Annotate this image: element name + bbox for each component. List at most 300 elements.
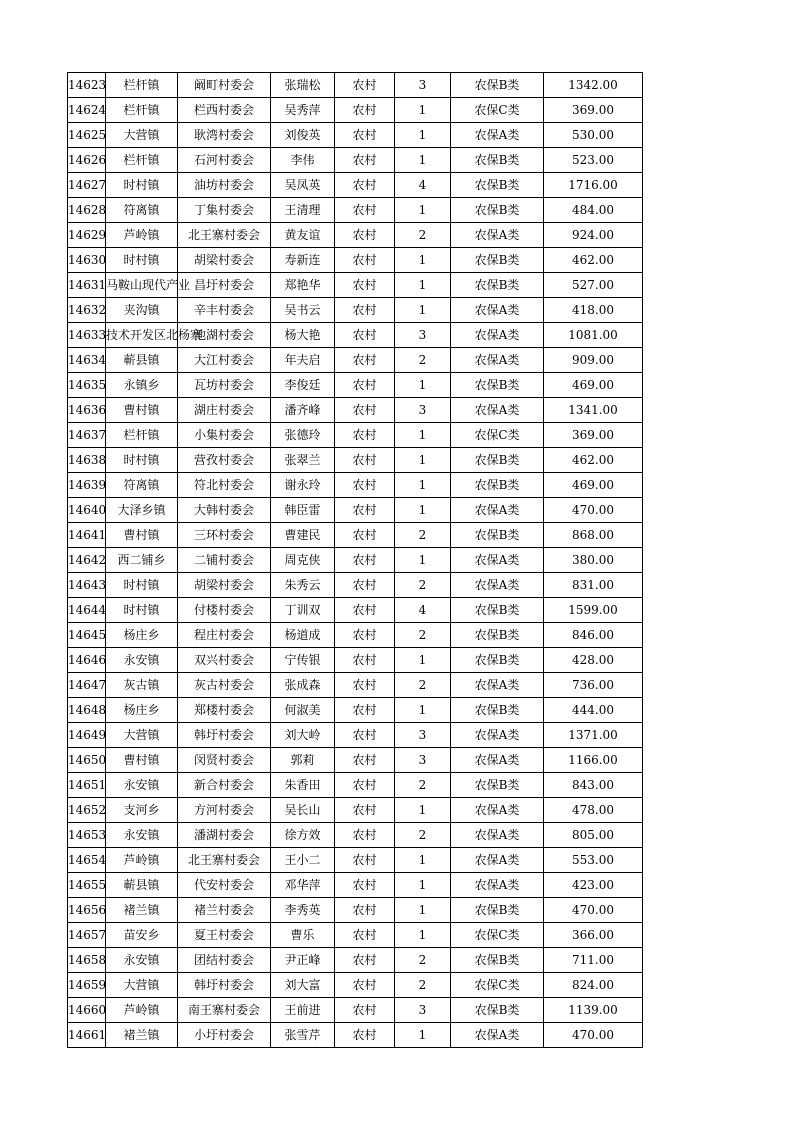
cell-person-name: 杨道成 <box>271 623 335 648</box>
relief-roster-table <box>67 72 643 1048</box>
cell-household-type: 农村 <box>335 648 395 673</box>
cell-person-name: 杨大艳 <box>271 323 335 348</box>
cell-insurance-class: 农保B类 <box>451 623 544 648</box>
cell-insurance-class: 农保B类 <box>451 948 544 973</box>
cell-amount: 1139.00 <box>544 998 643 1023</box>
cell-amount: 444.00 <box>544 698 643 723</box>
cell-village-committee: 代安村委会 <box>178 873 271 898</box>
cell-family-size: 1 <box>395 498 451 523</box>
cell-village-committee: 三环村委会 <box>178 523 271 548</box>
cell-insurance-class: 农保A类 <box>451 573 544 598</box>
cell-town: 灰古镇 <box>106 673 178 698</box>
cell-amount: 553.00 <box>544 848 643 873</box>
table-row <box>68 223 643 248</box>
cell-town: 大营镇 <box>106 123 178 148</box>
cell-village-committee: 团结村委会 <box>178 948 271 973</box>
cell-family-size: 1 <box>395 873 451 898</box>
cell-village-committee: 辛丰村委会 <box>178 298 271 323</box>
cell-person-name: 刘大富 <box>271 973 335 998</box>
cell-person-name: 吴长山 <box>271 798 335 823</box>
cell-household-type: 农村 <box>335 523 395 548</box>
cell-insurance-class: 农保B类 <box>451 273 544 298</box>
cell-town: 曹村镇 <box>106 523 178 548</box>
cell-insurance-class: 农保A类 <box>451 548 544 573</box>
cell-person-name: 宁传银 <box>271 648 335 673</box>
cell-household-type: 农村 <box>335 498 395 523</box>
cell-village-committee: 新合村委会 <box>178 773 271 798</box>
cell-insurance-class: 农保A类 <box>451 398 544 423</box>
cell-record-id: 14647 <box>68 673 106 698</box>
cell-town: 栏杆镇 <box>106 98 178 123</box>
cell-family-size: 1 <box>395 848 451 873</box>
cell-village-committee: 胡梁村委会 <box>178 248 271 273</box>
table-row <box>68 598 643 623</box>
cell-record-id: 14637 <box>68 423 106 448</box>
cell-amount: 909.00 <box>544 348 643 373</box>
cell-family-size: 1 <box>395 298 451 323</box>
cell-insurance-class: 农保C类 <box>451 973 544 998</box>
cell-town: 马鞍山现代产业 <box>106 273 178 298</box>
cell-record-id: 14626 <box>68 148 106 173</box>
cell-household-type: 农村 <box>335 723 395 748</box>
cell-town: 杨庄乡 <box>106 698 178 723</box>
cell-family-size: 1 <box>395 148 451 173</box>
cell-village-committee: 营孜村委会 <box>178 448 271 473</box>
cell-person-name: 李秀英 <box>271 898 335 923</box>
cell-family-size: 1 <box>395 98 451 123</box>
table-row <box>68 423 643 448</box>
cell-household-type: 农村 <box>335 73 395 98</box>
cell-insurance-class: 农保B类 <box>451 898 544 923</box>
cell-village-committee: 大韩村委会 <box>178 498 271 523</box>
cell-person-name: 张翠兰 <box>271 448 335 473</box>
cell-amount: 805.00 <box>544 823 643 848</box>
cell-insurance-class: 农保A类 <box>451 323 544 348</box>
cell-amount: 469.00 <box>544 373 643 398</box>
cell-town: 时村镇 <box>106 573 178 598</box>
cell-family-size: 1 <box>395 898 451 923</box>
cell-record-id: 14627 <box>68 173 106 198</box>
cell-record-id: 14648 <box>68 698 106 723</box>
table-row <box>68 673 643 698</box>
cell-town: 永安镇 <box>106 823 178 848</box>
cell-insurance-class: 农保A类 <box>451 498 544 523</box>
cell-amount: 478.00 <box>544 798 643 823</box>
cell-person-name: 韩臣雷 <box>271 498 335 523</box>
cell-household-type: 农村 <box>335 998 395 1023</box>
cell-town: 支河乡 <box>106 798 178 823</box>
cell-insurance-class: 农保A类 <box>451 823 544 848</box>
cell-person-name: 邓华萍 <box>271 873 335 898</box>
cell-person-name: 朱秀云 <box>271 573 335 598</box>
cell-insurance-class: 农保A类 <box>451 123 544 148</box>
cell-village-committee: 胡梁村委会 <box>178 573 271 598</box>
cell-village-committee: 韩圩村委会 <box>178 973 271 998</box>
cell-town: 时村镇 <box>106 248 178 273</box>
cell-family-size: 1 <box>395 798 451 823</box>
cell-person-name: 朱香田 <box>271 773 335 798</box>
cell-amount: 846.00 <box>544 623 643 648</box>
cell-family-size: 3 <box>395 323 451 348</box>
table-row <box>68 998 643 1023</box>
cell-insurance-class: 农保A类 <box>451 723 544 748</box>
cell-insurance-class: 农保B类 <box>451 198 544 223</box>
cell-record-id: 14660 <box>68 998 106 1023</box>
cell-person-name: 郑艳华 <box>271 273 335 298</box>
cell-village-committee: 付楼村委会 <box>178 598 271 623</box>
cell-record-id: 14642 <box>68 548 106 573</box>
cell-amount: 924.00 <box>544 223 643 248</box>
cell-household-type: 农村 <box>335 848 395 873</box>
table-row <box>68 898 643 923</box>
cell-person-name: 郭莉 <box>271 748 335 773</box>
cell-town: 时村镇 <box>106 448 178 473</box>
cell-village-committee: 闵贤村委会 <box>178 748 271 773</box>
cell-town: 蕲县镇 <box>106 873 178 898</box>
cell-amount: 380.00 <box>544 548 643 573</box>
cell-village-committee: 小集村委会 <box>178 423 271 448</box>
cell-record-id: 14652 <box>68 798 106 823</box>
cell-record-id: 14634 <box>68 348 106 373</box>
cell-amount: 1599.00 <box>544 598 643 623</box>
cell-insurance-class: 农保C类 <box>451 423 544 448</box>
cell-family-size: 1 <box>395 423 451 448</box>
cell-family-size: 3 <box>395 998 451 1023</box>
cell-person-name: 年夫启 <box>271 348 335 373</box>
cell-insurance-class: 农保B类 <box>451 448 544 473</box>
cell-household-type: 农村 <box>335 98 395 123</box>
cell-person-name: 吴凤英 <box>271 173 335 198</box>
cell-record-id: 14659 <box>68 973 106 998</box>
cell-person-name: 张成森 <box>271 673 335 698</box>
cell-family-size: 2 <box>395 523 451 548</box>
cell-household-type: 农村 <box>335 748 395 773</box>
cell-village-committee: 瓦坊村委会 <box>178 373 271 398</box>
cell-person-name: 李俊廷 <box>271 373 335 398</box>
cell-family-size: 3 <box>395 398 451 423</box>
cell-record-id: 14623 <box>68 73 106 98</box>
cell-amount: 470.00 <box>544 1023 643 1048</box>
cell-family-size: 1 <box>395 548 451 573</box>
cell-town: 永安镇 <box>106 773 178 798</box>
cell-family-size: 1 <box>395 448 451 473</box>
cell-insurance-class: 农保B类 <box>451 373 544 398</box>
cell-amount: 1342.00 <box>544 73 643 98</box>
cell-person-name: 曹乐 <box>271 923 335 948</box>
cell-family-size: 2 <box>395 773 451 798</box>
cell-town: 大营镇 <box>106 973 178 998</box>
cell-insurance-class: 农保C类 <box>451 98 544 123</box>
cell-person-name: 尹正峰 <box>271 948 335 973</box>
cell-household-type: 农村 <box>335 673 395 698</box>
cell-record-id: 14635 <box>68 373 106 398</box>
cell-town: 大泽乡镇 <box>106 498 178 523</box>
cell-town: 永镇乡 <box>106 373 178 398</box>
cell-record-id: 14650 <box>68 748 106 773</box>
cell-record-id: 14632 <box>68 298 106 323</box>
cell-insurance-class: 农保B类 <box>451 73 544 98</box>
cell-amount: 428.00 <box>544 648 643 673</box>
cell-insurance-class: 农保C类 <box>451 923 544 948</box>
cell-town: 符离镇 <box>106 473 178 498</box>
cell-person-name: 潘齐峰 <box>271 398 335 423</box>
cell-person-name: 曹建民 <box>271 523 335 548</box>
cell-amount: 831.00 <box>544 573 643 598</box>
cell-town: 杨庄乡 <box>106 623 178 648</box>
cell-household-type: 农村 <box>335 123 395 148</box>
cell-household-type: 农村 <box>335 148 395 173</box>
table-row <box>68 473 643 498</box>
table-row <box>68 548 643 573</box>
cell-town: 蕲县镇 <box>106 348 178 373</box>
table-row <box>68 973 643 998</box>
cell-household-type: 农村 <box>335 398 395 423</box>
cell-town: 时村镇 <box>106 173 178 198</box>
cell-household-type: 农村 <box>335 298 395 323</box>
cell-amount: 462.00 <box>544 448 643 473</box>
cell-family-size: 1 <box>395 473 451 498</box>
cell-family-size: 1 <box>395 923 451 948</box>
table-row <box>68 173 643 198</box>
cell-record-id: 14643 <box>68 573 106 598</box>
cell-person-name: 何淑美 <box>271 698 335 723</box>
cell-village-committee: 栏西村委会 <box>178 98 271 123</box>
cell-insurance-class: 农保A类 <box>451 298 544 323</box>
cell-town: 时村镇 <box>106 598 178 623</box>
cell-record-id: 14649 <box>68 723 106 748</box>
cell-insurance-class: 农保A类 <box>451 748 544 773</box>
cell-amount: 470.00 <box>544 898 643 923</box>
cell-amount: 523.00 <box>544 148 643 173</box>
cell-village-committee: 油坊村委会 <box>178 173 271 198</box>
table-row <box>68 748 643 773</box>
cell-family-size: 1 <box>395 123 451 148</box>
table-row <box>68 573 643 598</box>
cell-family-size: 2 <box>395 673 451 698</box>
cell-household-type: 农村 <box>335 823 395 848</box>
cell-family-size: 1 <box>395 198 451 223</box>
cell-village-committee: 灰古村委会 <box>178 673 271 698</box>
cell-family-size: 4 <box>395 598 451 623</box>
table-row <box>68 498 643 523</box>
cell-village-committee: 北王寨村委会 <box>178 223 271 248</box>
cell-household-type: 农村 <box>335 773 395 798</box>
cell-insurance-class: 农保B类 <box>451 473 544 498</box>
cell-household-type: 农村 <box>335 573 395 598</box>
cell-amount: 369.00 <box>544 423 643 448</box>
table-row <box>68 398 643 423</box>
cell-record-id: 14625 <box>68 123 106 148</box>
table-row <box>68 348 643 373</box>
cell-record-id: 14633 <box>68 323 106 348</box>
cell-person-name: 吴秀萍 <box>271 98 335 123</box>
cell-person-name: 丁训双 <box>271 598 335 623</box>
cell-insurance-class: 农保B类 <box>451 148 544 173</box>
cell-record-id: 14639 <box>68 473 106 498</box>
cell-record-id: 14636 <box>68 398 106 423</box>
cell-town: 西二铺乡 <box>106 548 178 573</box>
cell-town: 褚兰镇 <box>106 1023 178 1048</box>
cell-amount: 470.00 <box>544 498 643 523</box>
cell-family-size: 1 <box>395 648 451 673</box>
table-row <box>68 198 643 223</box>
cell-family-size: 2 <box>395 948 451 973</box>
cell-village-committee: 方河村委会 <box>178 798 271 823</box>
cell-record-id: 14640 <box>68 498 106 523</box>
cell-village-committee: 丁集村委会 <box>178 198 271 223</box>
cell-household-type: 农村 <box>335 798 395 823</box>
cell-town: 栏杆镇 <box>106 423 178 448</box>
cell-insurance-class: 农保B类 <box>451 998 544 1023</box>
cell-amount: 469.00 <box>544 473 643 498</box>
cell-record-id: 14654 <box>68 848 106 873</box>
cell-village-committee: 二铺村委会 <box>178 548 271 573</box>
cell-household-type: 农村 <box>335 373 395 398</box>
cell-family-size: 1 <box>395 248 451 273</box>
cell-record-id: 14656 <box>68 898 106 923</box>
cell-village-committee: 夏王村委会 <box>178 923 271 948</box>
cell-insurance-class: 农保B类 <box>451 773 544 798</box>
cell-record-id: 14657 <box>68 923 106 948</box>
cell-town: 芦岭镇 <box>106 848 178 873</box>
table-row <box>68 948 643 973</box>
cell-family-size: 4 <box>395 173 451 198</box>
cell-insurance-class: 农保A类 <box>451 673 544 698</box>
cell-village-committee: 石河村委会 <box>178 148 271 173</box>
cell-record-id: 14630 <box>68 248 106 273</box>
table-row <box>68 1023 643 1048</box>
cell-insurance-class: 农保B类 <box>451 523 544 548</box>
cell-amount: 1716.00 <box>544 173 643 198</box>
cell-person-name: 谢永玲 <box>271 473 335 498</box>
cell-family-size: 2 <box>395 348 451 373</box>
table-row <box>68 823 643 848</box>
cell-person-name: 吴书云 <box>271 298 335 323</box>
cell-insurance-class: 农保A类 <box>451 848 544 873</box>
cell-person-name: 张德玲 <box>271 423 335 448</box>
cell-amount: 423.00 <box>544 873 643 898</box>
cell-household-type: 农村 <box>335 348 395 373</box>
table-row <box>68 773 643 798</box>
cell-town: 芦岭镇 <box>106 998 178 1023</box>
cell-village-committee: 潘湖村委会 <box>178 823 271 848</box>
cell-amount: 1341.00 <box>544 398 643 423</box>
table-row <box>68 298 643 323</box>
cell-village-committee: 北王寨村委会 <box>178 848 271 873</box>
cell-household-type: 农村 <box>335 873 395 898</box>
cell-household-type: 农村 <box>335 1023 395 1048</box>
cell-amount: 868.00 <box>544 523 643 548</box>
cell-town: 永安镇 <box>106 648 178 673</box>
cell-record-id: 14629 <box>68 223 106 248</box>
cell-insurance-class: 农保B类 <box>451 248 544 273</box>
cell-amount: 527.00 <box>544 273 643 298</box>
cell-village-committee: 池湖村委会 <box>178 323 271 348</box>
cell-household-type: 农村 <box>335 548 395 573</box>
cell-village-committee: 大江村委会 <box>178 348 271 373</box>
cell-household-type: 农村 <box>335 423 395 448</box>
cell-household-type: 农村 <box>335 923 395 948</box>
table-row <box>68 148 643 173</box>
table-row <box>68 923 643 948</box>
table-row <box>68 723 643 748</box>
cell-person-name: 周克侠 <box>271 548 335 573</box>
cell-household-type: 农村 <box>335 223 395 248</box>
cell-family-size: 2 <box>395 573 451 598</box>
cell-town: 大营镇 <box>106 723 178 748</box>
cell-insurance-class: 农保A类 <box>451 873 544 898</box>
cell-household-type: 农村 <box>335 898 395 923</box>
cell-record-id: 14651 <box>68 773 106 798</box>
cell-amount: 1166.00 <box>544 748 643 773</box>
cell-family-size: 3 <box>395 748 451 773</box>
cell-town: 曹村镇 <box>106 748 178 773</box>
cell-amount: 843.00 <box>544 773 643 798</box>
cell-village-committee: 湖庄村委会 <box>178 398 271 423</box>
cell-person-name: 徐方效 <box>271 823 335 848</box>
cell-village-committee: 程庄村委会 <box>178 623 271 648</box>
cell-person-name: 张雪芹 <box>271 1023 335 1048</box>
table-row <box>68 648 643 673</box>
cell-village-committee: 郑楼村委会 <box>178 698 271 723</box>
cell-household-type: 农村 <box>335 473 395 498</box>
cell-person-name: 黄友谊 <box>271 223 335 248</box>
cell-insurance-class: 农保A类 <box>451 1023 544 1048</box>
cell-amount: 484.00 <box>544 198 643 223</box>
table-row <box>68 373 643 398</box>
table-row <box>68 848 643 873</box>
cell-amount: 711.00 <box>544 948 643 973</box>
table-body <box>68 73 643 1048</box>
cell-town: 芦岭镇 <box>106 223 178 248</box>
cell-amount: 824.00 <box>544 973 643 998</box>
cell-amount: 366.00 <box>544 923 643 948</box>
cell-family-size: 2 <box>395 973 451 998</box>
cell-person-name: 王小二 <box>271 848 335 873</box>
cell-family-size: 3 <box>395 723 451 748</box>
cell-person-name: 王前进 <box>271 998 335 1023</box>
cell-family-size: 3 <box>395 73 451 98</box>
cell-village-committee: 阚町村委会 <box>178 73 271 98</box>
cell-village-committee: 南王寨村委会 <box>178 998 271 1023</box>
cell-family-size: 2 <box>395 823 451 848</box>
cell-amount: 530.00 <box>544 123 643 148</box>
cell-town: 曹村镇 <box>106 398 178 423</box>
cell-village-committee: 昌圩村委会 <box>178 273 271 298</box>
cell-household-type: 农村 <box>335 248 395 273</box>
cell-family-size: 1 <box>395 273 451 298</box>
cell-record-id: 14641 <box>68 523 106 548</box>
cell-family-size: 2 <box>395 623 451 648</box>
cell-insurance-class: 农保A类 <box>451 348 544 373</box>
cell-town: 符离镇 <box>106 198 178 223</box>
cell-household-type: 农村 <box>335 948 395 973</box>
table-row <box>68 873 643 898</box>
cell-insurance-class: 农保B类 <box>451 648 544 673</box>
cell-amount: 418.00 <box>544 298 643 323</box>
cell-household-type: 农村 <box>335 623 395 648</box>
cell-amount: 1081.00 <box>544 323 643 348</box>
cell-person-name: 刘俊英 <box>271 123 335 148</box>
cell-person-name: 刘大岭 <box>271 723 335 748</box>
cell-household-type: 农村 <box>335 323 395 348</box>
cell-record-id: 14653 <box>68 823 106 848</box>
cell-person-name: 寿新连 <box>271 248 335 273</box>
cell-record-id: 14661 <box>68 1023 106 1048</box>
cell-amount: 736.00 <box>544 673 643 698</box>
cell-record-id: 14644 <box>68 598 106 623</box>
cell-household-type: 农村 <box>335 198 395 223</box>
